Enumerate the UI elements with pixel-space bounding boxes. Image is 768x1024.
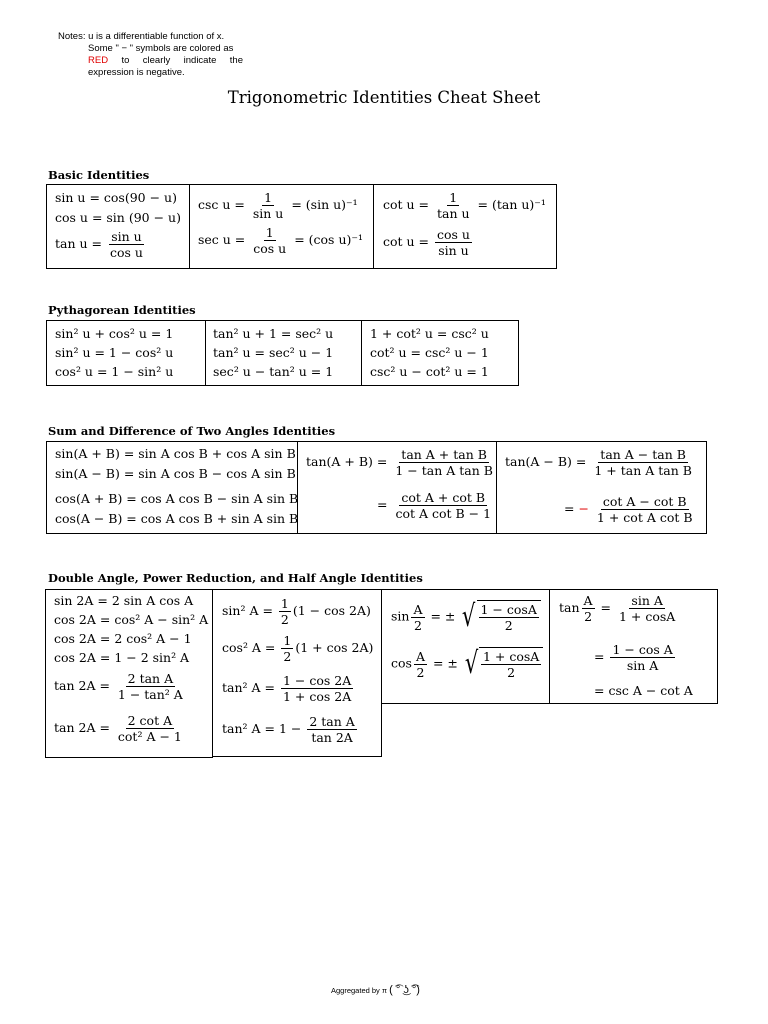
basic-cot-1: cot u = $\frac{1}{\text{tan u}}$ = (tan u)⁻¹ [383,190,546,221]
notes-line-4: expression is negative. [88,67,185,78]
double-c4-eq2: = $\frac{\text{1 − cos A}}{\text{sin A}}$ [594,642,673,673]
double-col-1 [45,589,213,758]
pyth-heading: Pythagorean Identities [48,303,196,317]
double-c1-r4: cos 2A = 1 − 2 sin² A [54,650,190,665]
double-c3-cos-half: cos $\frac{A}{2}$ = ± √ $\frac{1 + \cos A}{2}$ [391,647,543,681]
double-c1-r2: cos 2A = cos² A − sin² A [54,612,209,627]
double-col-2 [212,589,382,757]
double-col-34 [381,589,718,704]
sum-c1-r2: sin(A − B) = sin A cos B − cos A sin B [55,466,296,481]
double-c2-cos: cos² A = $\frac{1}{2}$ (1 + cos 2A) [222,633,374,664]
notes-line-3 [58,55,243,67]
basic-cot-2: cot u = $\frac{\text{cos u}}{\text{sin u}}$ [383,227,470,258]
basic-c1-r1: sin u = cos(90 − u) [55,190,177,205]
sum-tan-minus: tan(A − B) = $\frac{\text{tan A − tan B}}{\text{1 + tan A tan B}}$ [505,447,692,478]
pyth-c1-r1: sin² u + cos² u = 1 [55,326,174,341]
notes [58,31,243,79]
basic-sec: sec u = $\frac{1}{\text{cos u}}$ = (cos u)⁻¹ [198,225,363,256]
pyth-c2-r2: tan² u = sec² u − 1 [213,345,334,360]
notes-line-1: Notes: u is a differentiable function of x. [58,31,225,42]
pyth-c3-r2: cot² u = csc² u − 1 [370,345,489,360]
basic-table [46,184,557,269]
double-c2-sin: sin² A = $\frac{1}{2}$ (1 − cos 2A) [222,596,371,627]
basic-csc: csc u = $\frac{1}{\text{sin u}}$ = (sin u)⁻¹ [198,190,358,221]
basic-heading: Basic Identities [48,168,150,182]
sum-c1-r3: cos(A + B) = cos A cos B − sin A sin B [55,491,299,506]
pyth-c2-r1: tan² u + 1 = sec² u [213,326,334,341]
red-word: RED [88,55,109,66]
sum-table [46,441,707,534]
sum-tan-plus-cot: = $\frac{\text{cot A + cot B}}{\text{cot A cot B − 1}}$ [377,490,492,521]
pyth-c3-r3: csc² u − cot² u = 1 [370,364,489,379]
page-title: Trigonometric Identities Cheat Sheet [227,88,541,107]
pyth-c2-r3: sec² u − tan² u = 1 [213,364,334,379]
double-c1-tan-2: tan 2A = $\frac{\text{2 cot A}}{\text{cot² A − 1}}$ [54,713,182,744]
basic-c1-r2: cos u = sin (90 − u) [55,210,181,225]
double-c2-tan-1: tan² A = $\frac{1 - \cos 2A}{1 + \cos 2A}$ [222,673,352,704]
double-c1-tan-1: tan 2A = $\frac{\text{2 tan A}}{\text{1 − tan² A}}$ [54,671,183,702]
pyth-c3-r1: 1 + cot² u = csc² u [370,326,489,341]
footer-face: ( ͡° ͜ʖ ͡°) [389,984,420,996]
basic-c1-r3: tan u = $\frac{\text{sin u}}{\text{cos u}}$ [55,229,143,260]
sum-heading: Sum and Difference of Two Angles Identities [48,424,336,438]
notes-line-2: Some " − " symbols are colored as [88,43,234,54]
pyth-c1-r3: cos² u = 1 − sin² u [55,364,174,379]
double-c4-tan-half: tan $\frac{A}{2}$ = $\frac{\text{sin A}}{1 + \cos A}$ [559,593,676,624]
pyth-table [46,320,519,386]
sum-tan-plus: tan(A + B) = $\frac{\text{tan A + tan B}}{\text{1 − tan A tan B}}$ [306,447,493,478]
footer [331,984,420,996]
red-minus: − [578,501,589,516]
sum-c1-r1: sin(A + B) = sin A cos B + cos A sin B [55,446,296,461]
footer-text: Aggregated by π [331,986,388,995]
sum-c1-r4: cos(A − B) = cos A cos B + sin A sin B [55,511,299,526]
pyth-c1-r2: sin² u = 1 − cos² u [55,345,174,360]
sum-tan-minus-cot: = − $\frac{\text{cot A − cot B}}{\text{1 + cot A cot B}}$ [564,494,693,525]
double-c1-r3: cos 2A = 2 cos² A − 1 [54,631,192,646]
notes-line-3-rest: to clearly indicate the [121,55,243,66]
double-c4-eq3: = csc A − cot A [594,683,693,698]
double-c1-r1: sin 2A = 2 sin A cos A [54,593,194,608]
double-c3-sin-half: sin $\frac{A}{2}$ = ± √ $\frac{1 - \cos A}{2}$ [391,600,541,634]
double-c2-tan-2: tan² A = 1 − $\frac{\text{2 tan A}}{\tan 2A}$ [222,714,355,745]
double-heading: Double Angle, Power Reduction, and Half Angle Identities [48,571,423,585]
